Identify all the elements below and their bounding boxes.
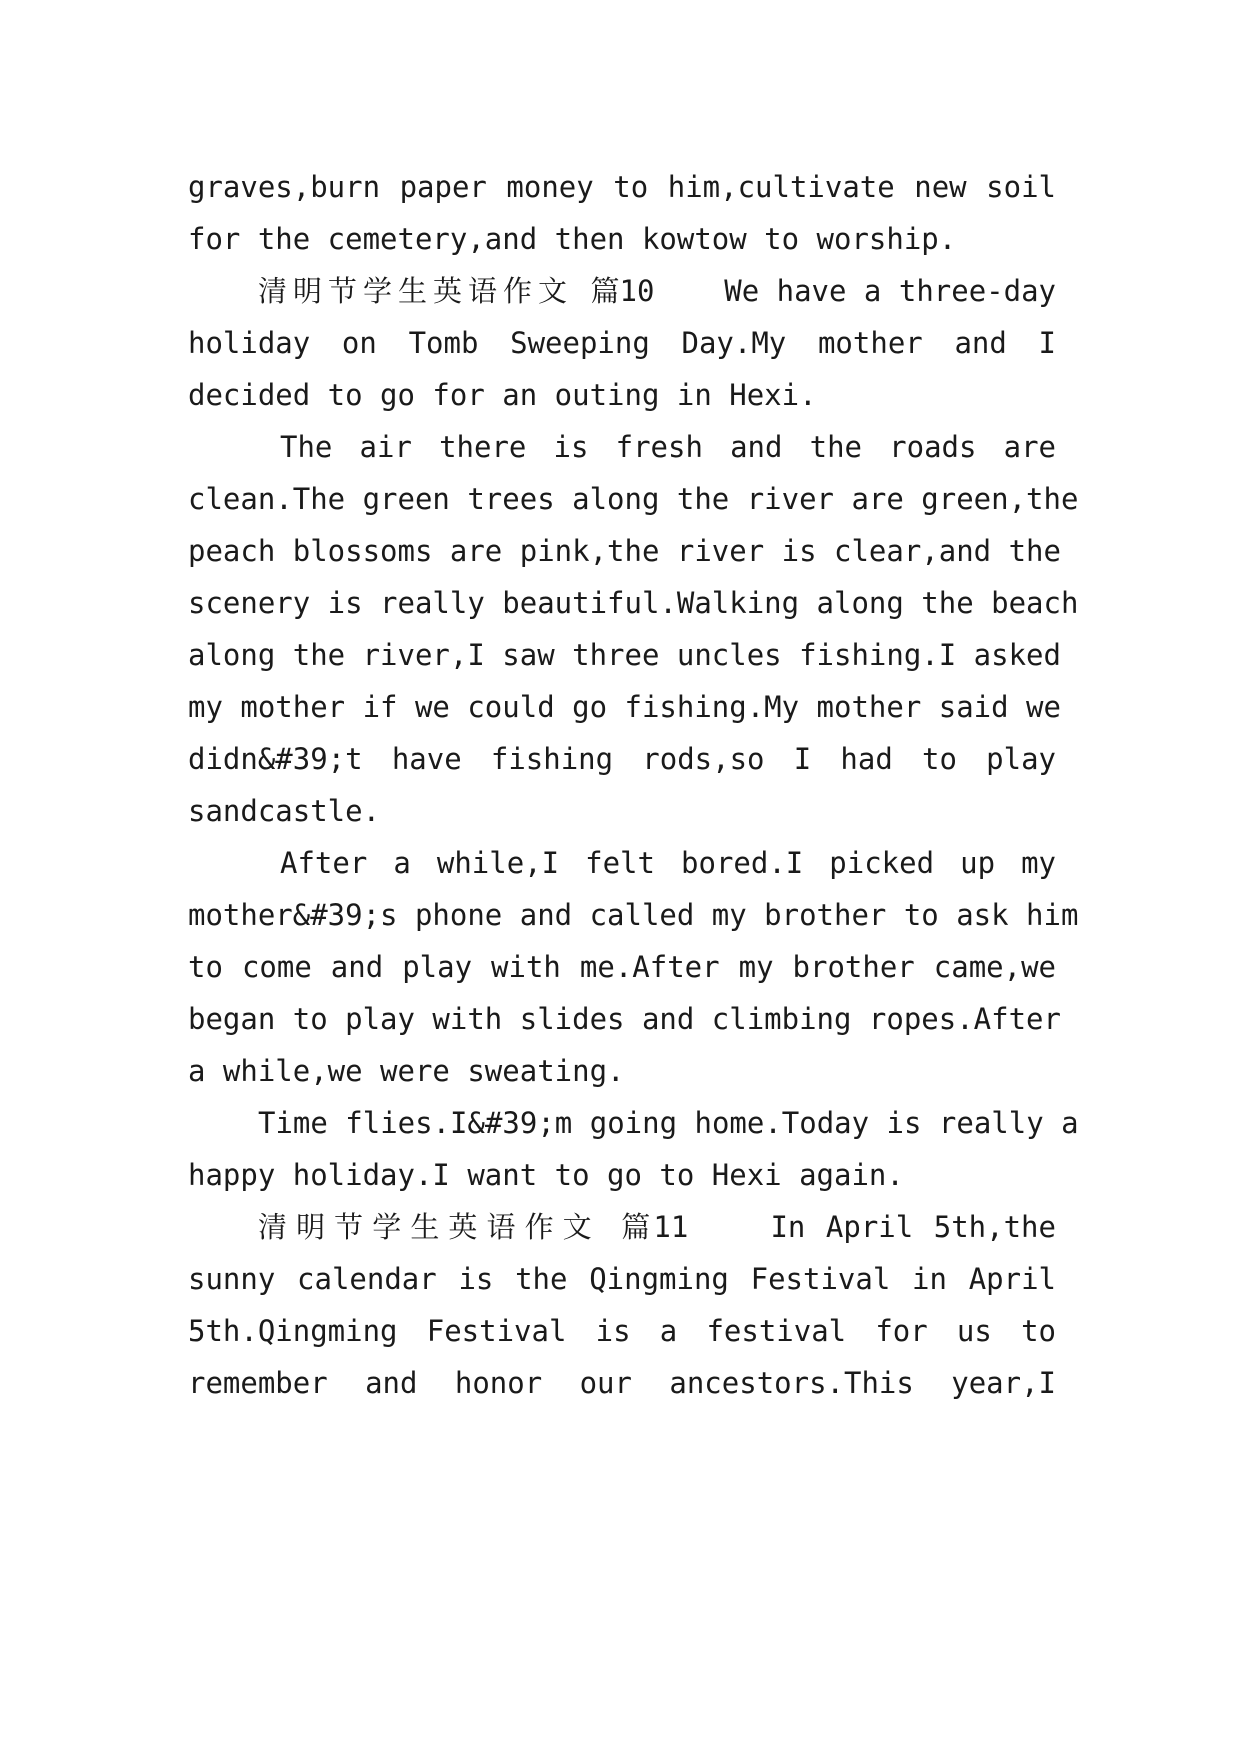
text-line: a while,we were sweating. <box>188 1054 625 1088</box>
text-line: holiday on Tomb Sweeping Day.My mother and I <box>188 326 1056 360</box>
essay-heading-10: 清明节学生英语作文 <box>258 274 574 308</box>
essay-heading-11: 清明节学生英语作文 <box>258 1210 601 1244</box>
essay-heading-line: 清明节学生英语作文 篇10 We have a three-day <box>258 274 1056 308</box>
text-line: to come and play with me.After my brother came,we <box>188 950 1056 984</box>
text-line: didn&#39;t have fishing rods,so I had to play <box>188 742 1056 776</box>
text-line: Time flies.I&#39;m going home.Today is really a <box>258 1106 1079 1140</box>
text-line: mother&#39;s phone and called my brother to ask him <box>188 898 1079 932</box>
text-line: sandcastle. <box>188 794 381 828</box>
text-line: scenery is really beautiful.Walking along the beach <box>188 586 1079 620</box>
text-line: remember and honor our ancestors.This year,I <box>188 1366 1056 1400</box>
text-line: my mother if we could go fishing.My mother said we <box>188 690 1061 724</box>
text-line: clean.The green trees along the river are green,the <box>188 482 1079 516</box>
text-line: After a while,I felt bored.I picked up my <box>280 846 1056 880</box>
text-line: graves,burn paper money to him,cultivate new soil <box>188 170 1056 204</box>
text-line: decided to go for an outing in Hexi. <box>188 378 817 412</box>
essay-heading-line: 清明节学生英语作文 篇11 In April 5th,the <box>258 1210 1056 1244</box>
text-line: sunny calendar is the Qingming Festival in April <box>188 1262 1056 1296</box>
text-line: peach blossoms are pink,the river is clear,and the <box>188 534 1061 568</box>
text-line: happy holiday.I want to go to Hexi again. <box>188 1158 904 1192</box>
text-line: for the cemetery,and then kowtow to worship. <box>188 222 957 256</box>
text-line: The air there is fresh and the roads are <box>280 430 1056 464</box>
text-line: 5th.Qingming Festival is a festival for us to <box>188 1314 1056 1348</box>
text-line: along the river,I saw three uncles fishing.I asked <box>188 638 1061 672</box>
text-line: began to play with slides and climbing ropes.After <box>188 1002 1061 1036</box>
